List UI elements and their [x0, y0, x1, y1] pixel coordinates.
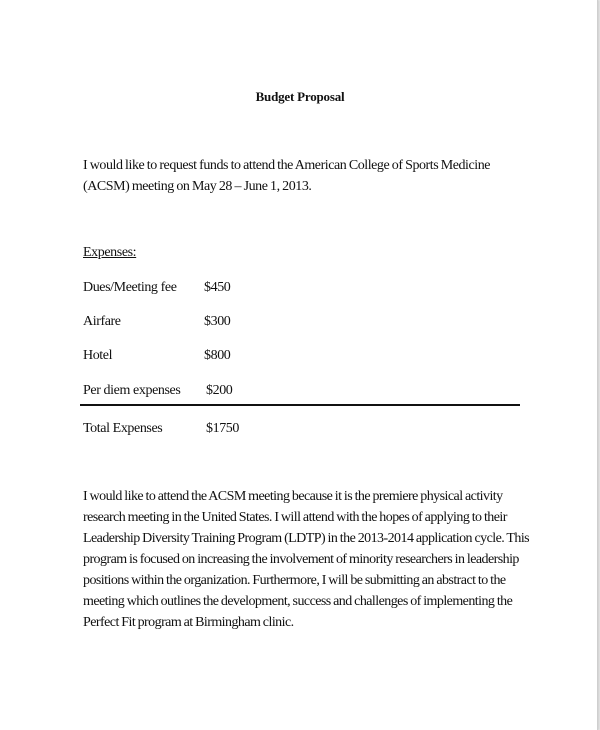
expense-amount: $300: [204, 314, 231, 329]
expense-label: Airfare: [83, 314, 121, 329]
total-divider: [80, 404, 520, 406]
expense-row-dues: [83, 280, 523, 300]
document-title: Budget Proposal: [255, 89, 345, 104]
total-label: Total Expenses: [83, 421, 163, 436]
expense-row-hotel: [83, 348, 523, 368]
expense-row-per-diem: [83, 383, 523, 403]
expense-amount: $200: [206, 383, 233, 398]
expense-amount: $450: [204, 280, 231, 295]
expense-amount: $800: [204, 348, 231, 363]
expense-label: Dues/Meeting fee: [83, 280, 177, 295]
expense-label: Hotel: [83, 348, 113, 363]
intro-paragraph: I would like to request funds to attend the American College of Sports Medicine (ACSM) meeting on May 28 – June 1, 2013.: [83, 158, 491, 194]
justification-paragraph: I would like to attend the ACSM meeting because it is the premiere physical activity research meeting in the United States. I will attend with the hopes of applying to their Leadership Diversity Training Program (LDTP) in the 2013-2014 application cycle. This program is focused on increasing the involvement of minority researchers in leadership positions within the organization. Furthermore, I will be submitting an abstract to the meeting which outlines the development, success and challenges of implementing the Perfect Fit program at Birmingham clinic.: [83, 489, 530, 630]
total-row: [83, 421, 523, 441]
expenses-heading: Expenses:: [83, 245, 137, 260]
expense-label: Per diem expenses: [83, 383, 181, 398]
expense-row-airfare: [83, 314, 523, 334]
total-amount: $1750: [206, 421, 240, 436]
